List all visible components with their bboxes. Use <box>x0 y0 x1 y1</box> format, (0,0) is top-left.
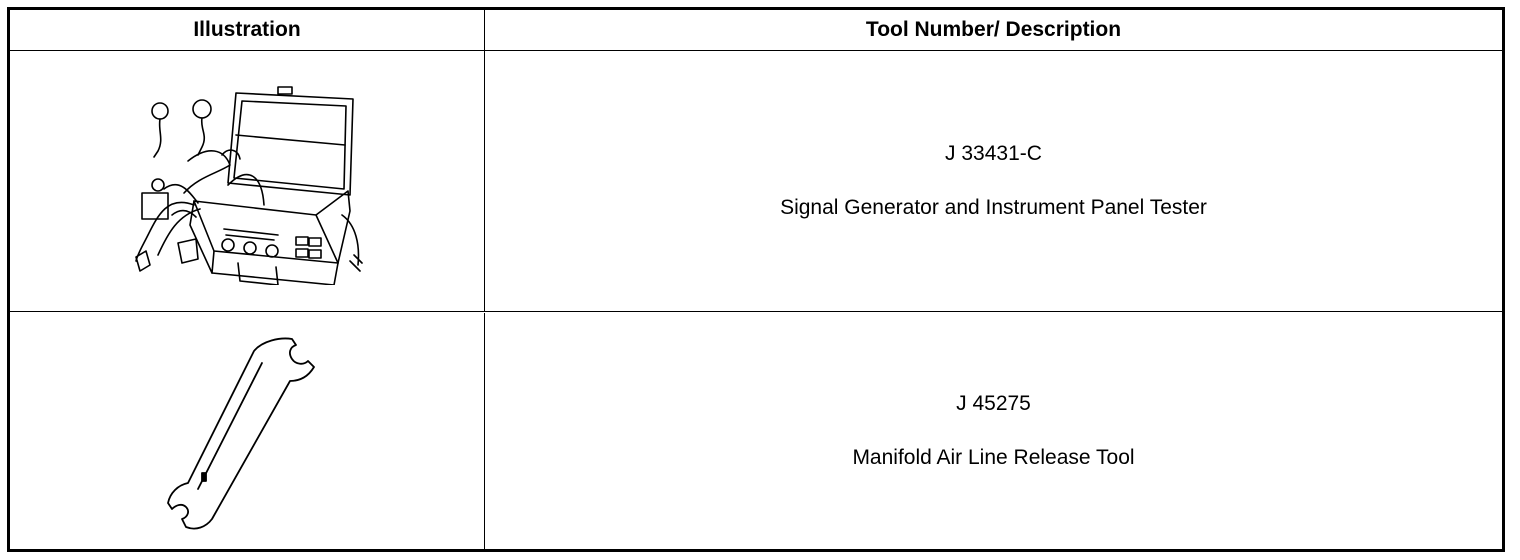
tool-description: Manifold Air Line Release Tool <box>852 446 1135 469</box>
table-row <box>10 313 1502 549</box>
illustration-cell <box>10 51 485 311</box>
description-cell <box>485 51 1502 311</box>
header-illustration: Illustration <box>10 10 485 50</box>
tool-description: Signal Generator and Instrument Panel Tester <box>780 196 1207 219</box>
table-row <box>10 51 1502 312</box>
tool-number: J 45275 <box>956 392 1031 415</box>
tool-table <box>7 7 1505 552</box>
description-cell <box>485 313 1502 549</box>
tool-number: J 33431-C <box>945 142 1042 165</box>
header-tool-description: Tool Number/ Description <box>865 18 1122 41</box>
signal-generator-case-icon <box>128 65 368 285</box>
illustration-cell <box>10 313 485 549</box>
release-tool-icon <box>158 323 338 543</box>
table-header-row <box>10 10 1502 51</box>
